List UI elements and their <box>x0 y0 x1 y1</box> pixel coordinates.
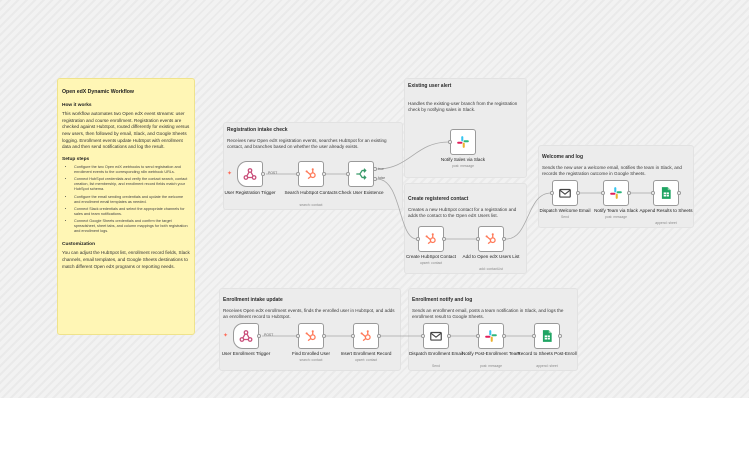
node-subtitle: append: sheet <box>536 364 558 368</box>
node-subtitle: add: contactList <box>479 267 503 271</box>
node-subtitle: post: message <box>451 164 475 168</box>
output-port[interactable] <box>261 172 265 176</box>
node-subtitle: post: message <box>604 215 628 219</box>
input-port[interactable] <box>601 191 605 195</box>
input-port[interactable] <box>476 334 480 338</box>
output-port[interactable] <box>322 172 326 176</box>
node-dispatch-welcome-email[interactable] <box>552 180 578 206</box>
output-port[interactable] <box>322 334 326 338</box>
node-notify-team-slack[interactable] <box>603 180 629 206</box>
google-sheets-icon <box>659 186 673 200</box>
note-how-text: This workflow automates two Open edX event streams: user registration and course enrollment. Registration events are checked against HubSpot, routed differently for existing versus new users, then followed by email, Slack, and Google Sheets logging. Enrollment events update HubSpot with enrollment data and then send notifications and log the result. <box>62 111 190 150</box>
node-label: Add to Open edX Users List <box>462 254 520 259</box>
port-label-post: POST <box>268 171 278 175</box>
node-subtitle: Send <box>432 364 440 368</box>
input-port[interactable] <box>416 237 420 241</box>
node-label: Create HubSpot Contact <box>405 254 457 259</box>
output-port-false[interactable] <box>373 177 377 181</box>
setup-step: • Connect HubSpot credentials and verify the contact search, contact creation, list membership, and enrollment record fields match your HubSpot schema. <box>74 177 190 192</box>
node-notify-post-enrollment-team[interactable] <box>478 323 504 349</box>
node-check-user-existence[interactable] <box>348 161 374 187</box>
hubspot-icon <box>304 167 318 181</box>
output-port-true[interactable] <box>373 167 377 171</box>
output-port[interactable] <box>442 237 446 241</box>
node-search-hubspot-contacts[interactable] <box>298 161 324 187</box>
setup-step: • Connect Slack credentials and select the appropriate channels for sales and team notifications. <box>74 207 190 217</box>
note-how-title: How it works <box>62 103 92 108</box>
node-append-results-sheets[interactable] <box>653 180 679 206</box>
group-desc: Sends the new user a welcome email, notifies the team in Slack, and records the registration outcome in Google Sheets. <box>542 165 682 177</box>
slack-icon <box>456 135 470 149</box>
group-desc: Receives Open edX enrollment events, finds the enrolled user in HubSpot, and adds an enrollment record to HubSpot. <box>223 308 395 320</box>
node-user-enrollment-trigger[interactable] <box>233 323 259 349</box>
email-icon <box>558 186 572 200</box>
node-dispatch-enrollment-email[interactable] <box>423 323 449 349</box>
hubspot-icon <box>304 329 318 343</box>
node-notify-sales-slack[interactable] <box>450 129 476 155</box>
group-desc: Handles the existing-user branch from the registration check by notifying sales in Slack. <box>408 101 518 113</box>
input-port[interactable] <box>651 191 655 195</box>
input-port[interactable] <box>476 237 480 241</box>
google-sheets-icon <box>540 329 554 343</box>
group-title: Registration intake check <box>227 127 288 133</box>
node-subtitle: search: contact <box>299 203 323 207</box>
input-port[interactable] <box>346 172 350 176</box>
note-custom-text: You can adjust the HubSpot list, enrollment record fields, Slack channels, email templates, and Google Sheets destinations to match different Open edX programs or reporting needs. <box>62 250 190 269</box>
if-branch-icon <box>354 167 368 181</box>
connection <box>377 179 417 239</box>
group-desc: Receives new Open edX registration events, searches HubSpot for an existing contact, and branches based on whether the user already exists. <box>227 138 387 150</box>
email-icon <box>429 329 443 343</box>
webhook-icon <box>239 329 253 343</box>
output-port[interactable] <box>257 334 261 338</box>
input-port[interactable] <box>532 334 536 338</box>
output-port[interactable] <box>377 334 381 338</box>
node-label: Record to Sheets Post-Enroll <box>517 351 577 356</box>
hubspot-icon <box>484 232 498 246</box>
node-insert-enrollment-record[interactable] <box>353 323 379 349</box>
input-port[interactable] <box>296 334 300 338</box>
node-label: Notify Team via Slack <box>594 208 638 213</box>
node-label: Search HubSpot Contacts <box>284 190 338 195</box>
node-label: Check User Existence <box>338 190 384 195</box>
output-port[interactable] <box>502 237 506 241</box>
node-label: User Enrollment Trigger <box>221 351 271 356</box>
output-port[interactable] <box>576 191 580 195</box>
node-create-hubspot-contact[interactable] <box>418 226 444 252</box>
setup-step: • Configure the two Open edX webhooks to send registration and enrollment events to the corresponding n8n webhook URLs. <box>74 165 190 175</box>
node-label: User Registration Trigger <box>224 190 276 195</box>
group-desc: Creates a new HubSpot contact for a registration and adds the contact to the Open edX Users list. <box>408 207 517 219</box>
input-port[interactable] <box>296 172 300 176</box>
slack-icon <box>609 186 623 200</box>
group-title: Existing user alert <box>408 83 452 89</box>
hubspot-icon <box>359 329 373 343</box>
group-desc: Sends an enrollment email, posts a team notification in Slack, and logs the enrollment result to Google Sheets. <box>412 308 564 320</box>
node-label: Notify Post-Enrollment Team <box>461 351 521 356</box>
note-setup-title: Setup steps <box>62 156 90 162</box>
output-port[interactable] <box>502 334 506 338</box>
node-subtitle: Send <box>561 215 569 219</box>
output-port[interactable] <box>447 334 451 338</box>
node-subtitle: search: contact <box>299 358 323 362</box>
slack-icon <box>484 329 498 343</box>
input-port[interactable] <box>351 334 355 338</box>
trigger-bolt-icon: ✦ <box>227 171 233 177</box>
node-find-enrolled-user[interactable] <box>298 323 324 349</box>
node-label: Notify Sales via Slack <box>440 157 486 162</box>
setup-step: • Connect Google Sheets credentials and confirm the target spreadsheet, sheet tabs, and column mappings for both registration and enrollment logs. <box>74 219 190 234</box>
setup-step: • Configure the email sending credentials and update the welcome and enrollment email templates as needed. <box>74 195 190 205</box>
node-label: Dispatch Welcome Email <box>539 208 591 213</box>
group-title: Enrollment notify and log <box>412 297 473 303</box>
hubspot-icon <box>424 232 438 246</box>
note-custom-title: Customization <box>62 242 96 248</box>
node-record-to-sheets[interactable] <box>534 323 560 349</box>
node-subtitle: upsert: contact <box>419 261 443 265</box>
node-label: Dispatch Enrollment Email <box>409 351 463 356</box>
node-label: Insert Enrollment Record <box>340 351 392 356</box>
port-label-false: false <box>378 176 386 180</box>
port-label-true: true <box>378 167 384 171</box>
output-port[interactable] <box>677 191 681 195</box>
input-port[interactable] <box>550 191 554 195</box>
webhook-icon <box>243 167 257 181</box>
input-port[interactable] <box>421 334 425 338</box>
group-title: Create registered contact <box>408 196 469 202</box>
trigger-bolt-icon: ✦ <box>223 333 229 339</box>
node-user-registration-trigger[interactable] <box>237 161 263 187</box>
port-label-post: POST <box>264 333 274 337</box>
group-title: Enrollment intake update <box>223 297 283 303</box>
output-port[interactable] <box>558 334 562 338</box>
node-label: Find Enrolled User <box>291 351 331 356</box>
note-title: Open edX Dynamic Workflow <box>62 89 134 95</box>
output-port[interactable] <box>627 191 631 195</box>
input-port[interactable] <box>448 140 452 144</box>
node-subtitle: post: message <box>479 364 503 368</box>
node-add-to-users-list[interactable] <box>478 226 504 252</box>
node-label: Append Results to Sheets <box>639 208 693 213</box>
node-subtitle: upsert: contact <box>354 358 378 362</box>
node-subtitle: append: sheet <box>655 221 677 225</box>
group-title: Welcome and log <box>542 154 584 160</box>
